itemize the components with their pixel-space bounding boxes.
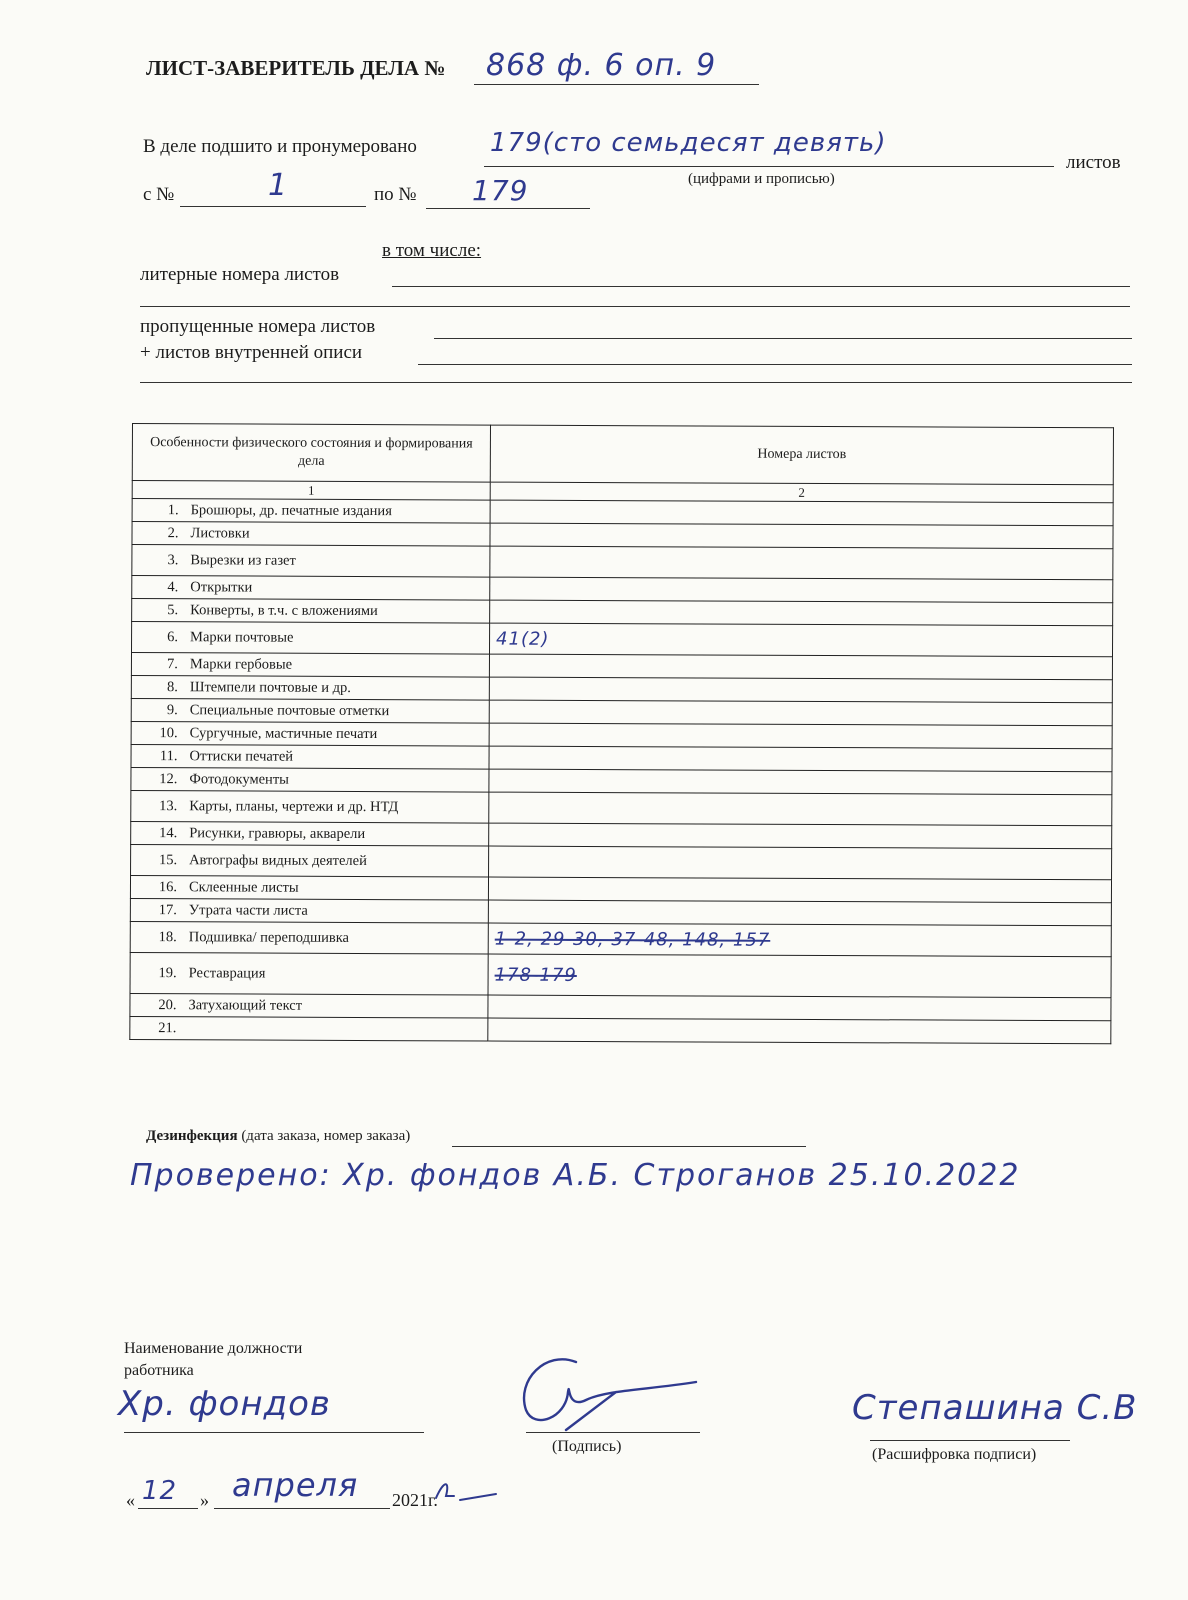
row-label: Брошюры, др. печатные издания xyxy=(190,501,392,519)
table-row xyxy=(130,952,1111,997)
col2-header: Номера листов xyxy=(490,425,1113,485)
to-underline xyxy=(426,208,590,209)
to-value-handwritten: 179 xyxy=(472,174,529,207)
row-sheets-cell xyxy=(489,654,1112,680)
col1-index: 1 xyxy=(132,481,490,501)
row-number: 9. xyxy=(166,701,178,718)
date-open: « xyxy=(126,1490,135,1510)
row-number: 4. xyxy=(167,578,179,595)
row-sheets-cell xyxy=(490,577,1113,603)
col2-index: 2 xyxy=(490,482,1113,503)
row-number: 15. xyxy=(158,851,178,868)
row-label: Затухающий текст xyxy=(188,996,303,1014)
row-label: Оттиски печатей xyxy=(189,747,294,765)
missing-sheets-label: пропущенные номера листов xyxy=(140,316,376,337)
row-sheets-cell xyxy=(489,823,1112,849)
row-number: 5. xyxy=(167,601,179,618)
date-year-value: 2021 xyxy=(392,1490,428,1510)
row-feature-cell xyxy=(131,767,489,792)
row-feature-cell xyxy=(131,675,489,700)
row-label: Автографы видных деятелей xyxy=(189,851,367,869)
row-sheets-cell xyxy=(489,769,1112,795)
date-month-handwritten: апреля xyxy=(232,1466,359,1504)
row-sheets-cell xyxy=(490,600,1113,626)
row-label: Марки гербовые xyxy=(189,655,293,673)
year-correction-mark xyxy=(430,1470,500,1510)
row-label: Сургучные, мастичные печати xyxy=(189,724,378,742)
row-sheets-value: 1-2, 29-30, 37-48, 148, 157 xyxy=(494,928,771,951)
row-feature-cell xyxy=(131,653,489,678)
row-label: Штемпели почтовые и др. xyxy=(189,678,351,696)
sheets-label: В деле подшито и пронумеровано xyxy=(143,136,417,157)
sheets-unit: листов xyxy=(1066,152,1121,173)
row-feature-cell xyxy=(130,993,488,1018)
row-number: 17. xyxy=(158,901,177,918)
row-number: 1. xyxy=(167,501,179,518)
position-underline xyxy=(124,1432,424,1433)
row-feature-cell xyxy=(131,844,489,877)
row-number: 2. xyxy=(167,524,179,541)
case-number-underline xyxy=(474,84,759,85)
to-label: по № xyxy=(374,184,417,205)
checked-note-handwritten: Проверено: Хр. фондов А.Б. Строганов 25.10.2022 xyxy=(130,1158,1021,1193)
row-feature-cell xyxy=(132,499,490,524)
row-sheets-cell xyxy=(490,500,1113,526)
row-label: Карты, планы, чертежи и др. НТД xyxy=(189,797,399,815)
row-sheets-cell xyxy=(488,900,1111,926)
row-number: 3. xyxy=(167,551,179,568)
row-sheets-cell xyxy=(488,995,1111,1021)
row-feature-cell xyxy=(131,622,489,655)
disinfection-underline xyxy=(452,1146,806,1147)
from-value-handwritten: 1 xyxy=(268,168,289,203)
row-sheets-cell xyxy=(488,1018,1111,1044)
row-sheets-cell xyxy=(489,700,1112,726)
date-month-underline xyxy=(214,1508,390,1509)
row-feature-cell xyxy=(131,790,489,823)
table-row xyxy=(132,545,1113,580)
row-sheets-cell xyxy=(488,954,1111,998)
decode-label: (Расшифровка подписи) xyxy=(872,1446,1037,1463)
row-sheets-cell xyxy=(489,746,1112,772)
including-label: в том числе: xyxy=(382,240,482,261)
row-number: 6. xyxy=(167,628,179,645)
row-sheets-cell xyxy=(489,677,1112,703)
row-label: Конверты, в т.ч. с вложениями xyxy=(190,601,378,619)
row-sheets-cell xyxy=(489,623,1112,657)
row-number: 14. xyxy=(159,824,178,841)
table-row xyxy=(131,622,1112,657)
row-feature-cell xyxy=(130,898,488,923)
row-sheets-cell xyxy=(489,723,1112,749)
date-day-underline xyxy=(138,1508,198,1509)
row-label: Специальные почтовые отметки xyxy=(189,701,390,719)
row-feature-cell xyxy=(130,952,488,995)
inner-inventory-label: + листов внутренней описи xyxy=(140,342,363,363)
disinfection-bold: Дезинфекция xyxy=(146,1128,238,1144)
row-label: Вырезки из газет xyxy=(190,551,296,569)
row-label: Подшивка/ переподшивка xyxy=(188,928,350,946)
row-feature-cell xyxy=(131,698,489,723)
table-body xyxy=(130,499,1113,1044)
from-label: с № xyxy=(143,184,175,205)
date-day-handwritten: 12 xyxy=(142,1476,178,1506)
row-sheets-value: 41(2) xyxy=(496,628,550,650)
date-year-suffix: г. xyxy=(428,1490,438,1510)
inner-underline-2 xyxy=(140,382,1132,383)
row-feature-cell xyxy=(132,522,490,547)
decode-value-handwritten: Степашина С.В xyxy=(852,1388,1138,1428)
signature-label: (Подпись) xyxy=(552,1438,622,1455)
row-feature-cell xyxy=(131,721,489,746)
row-sheets-value: 178-179 xyxy=(494,964,577,986)
case-number-handwritten: 868 ф. 6 оп. 9 xyxy=(486,48,717,83)
missing-underline xyxy=(434,338,1132,339)
signature-mark xyxy=(506,1340,706,1440)
table-row xyxy=(130,921,1111,956)
row-number: 11. xyxy=(159,747,178,764)
row-feature-cell xyxy=(130,1016,488,1041)
disinfection-rest: (дата заказа, номер заказа) xyxy=(237,1128,411,1144)
row-sheets-cell xyxy=(489,792,1112,826)
disinfection-label xyxy=(146,1128,410,1145)
position-value-handwritten: Хр. фондов xyxy=(118,1384,331,1424)
literal-underline-2 xyxy=(140,306,1130,307)
row-sheets-cell xyxy=(490,546,1113,580)
row-label: Реставрация xyxy=(188,964,266,982)
from-underline xyxy=(180,206,366,207)
sheets-underline xyxy=(484,166,1054,167)
decode-underline xyxy=(870,1440,1070,1441)
row-label: Склеенные листы xyxy=(188,878,299,896)
row-sheets-cell xyxy=(489,846,1112,880)
row-feature-cell xyxy=(130,875,488,900)
row-label: Листовки xyxy=(190,524,250,542)
position-label: Наименование должности работника xyxy=(124,1340,303,1379)
row-number: 18. xyxy=(158,928,177,945)
physical-condition-table xyxy=(129,423,1114,1044)
row-sheets-cell xyxy=(488,877,1111,903)
sheets-value-handwritten: 179(сто семьдесят девять) xyxy=(490,128,887,158)
literal-underline xyxy=(392,286,1130,287)
row-feature-cell xyxy=(131,744,489,769)
signature-underline xyxy=(526,1432,700,1433)
row-sheets-cell xyxy=(490,523,1113,549)
row-label: Фотодокументы xyxy=(189,770,289,788)
date-close: » xyxy=(200,1490,209,1510)
table-row xyxy=(131,844,1112,879)
row-number: 13. xyxy=(159,797,178,814)
row-label: Открытки xyxy=(190,578,253,596)
row-number: 16. xyxy=(158,878,178,895)
row-number: 21. xyxy=(158,1019,177,1036)
row-number: 7. xyxy=(167,655,178,672)
row-feature-cell xyxy=(131,821,489,846)
row-sheets-cell xyxy=(488,923,1111,957)
table-row xyxy=(130,1016,1111,1043)
sheets-hint: (цифрами и прописью) xyxy=(688,171,835,187)
row-number: 12. xyxy=(159,770,178,787)
document-title: ЛИСТ-ЗАВЕРИТЕЛЬ ДЕЛА № xyxy=(146,56,446,80)
row-feature-cell xyxy=(132,599,490,624)
row-feature-cell xyxy=(132,576,490,601)
row-number: 20. xyxy=(158,996,177,1013)
table-row xyxy=(131,790,1112,825)
row-number: 8. xyxy=(166,678,178,695)
row-label: Марки почтовые xyxy=(190,628,294,646)
row-feature-cell xyxy=(132,545,490,578)
row-number: 19. xyxy=(158,964,177,981)
col1-header: Особенности физического состояния и формирования дела xyxy=(132,424,490,483)
row-feature-cell xyxy=(130,921,488,954)
row-number: 10. xyxy=(159,724,178,741)
literal-sheets-label: литерные номера листов xyxy=(140,264,340,285)
row-label: Утрата части листа xyxy=(188,901,308,919)
row-label: Рисунки, гравюры, акварели xyxy=(189,824,366,842)
inner-underline xyxy=(418,364,1132,365)
